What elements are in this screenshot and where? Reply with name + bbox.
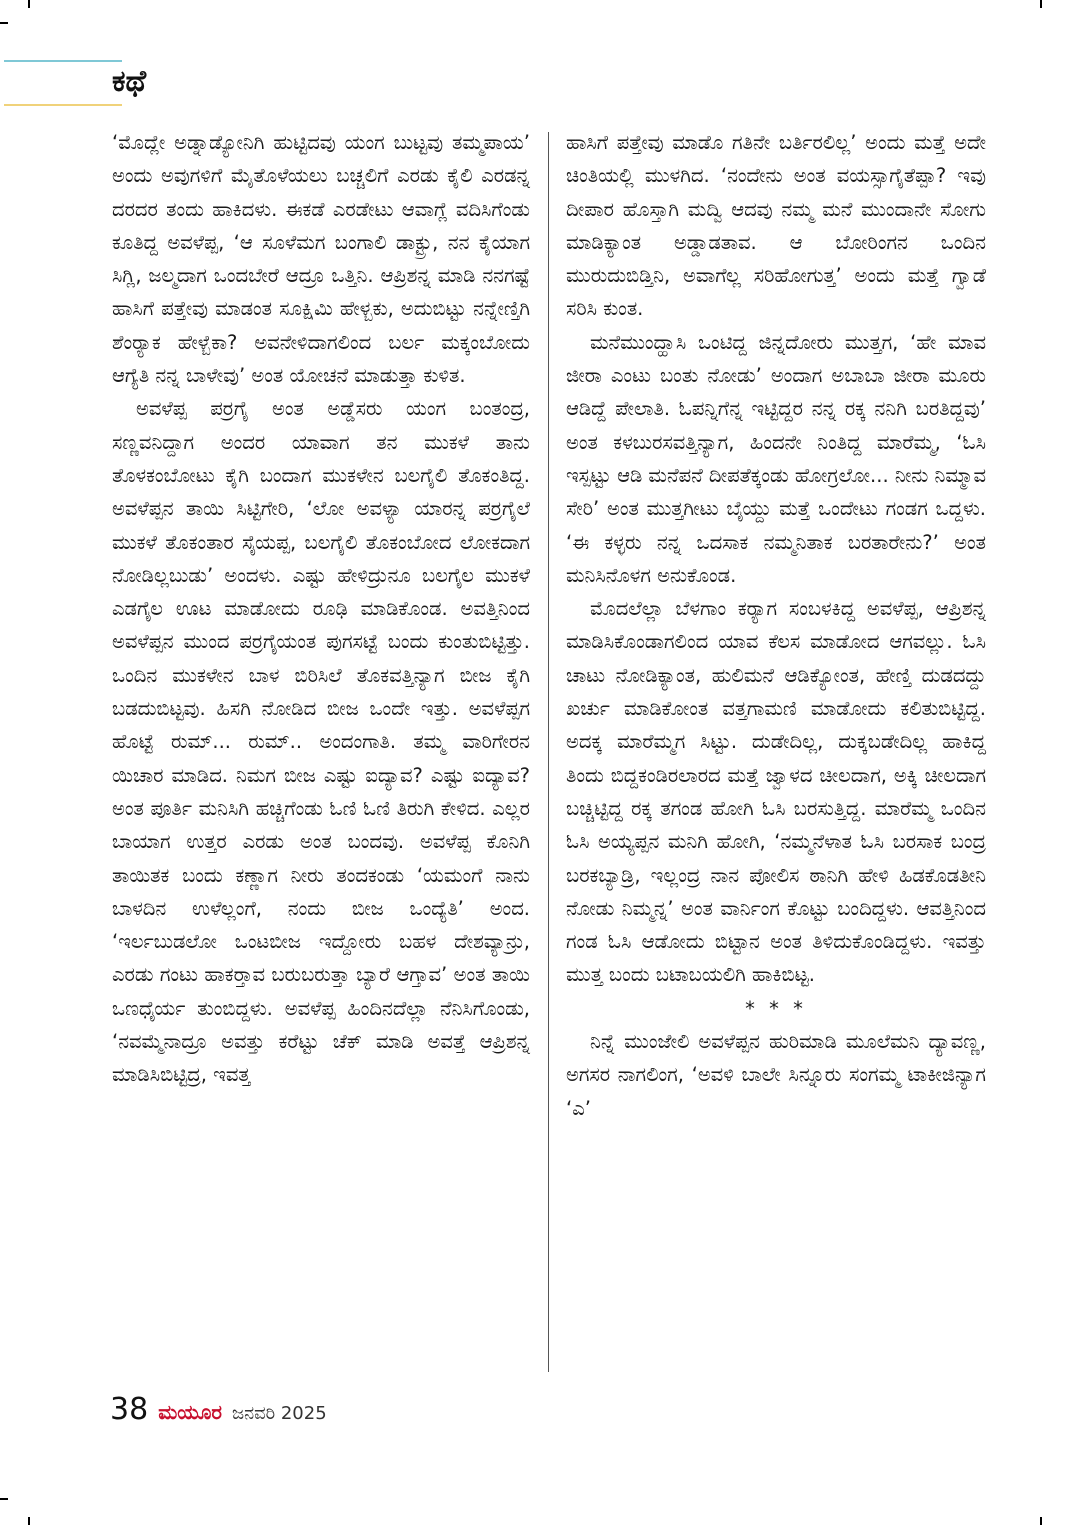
paragraph: ಅವಳೆಪ್ಪ ಪರ್ರಗೈ ಅಂತ ಅಡ್ಡೆಸರು ಯಂಗ ಬಂತಂದ್ರ, ಸಣ್ಣವನಿದ್ದಾಗ ಅಂದರ ಯಾವಾಗ ತನ ಮುಕಳೆ ತಾನು ತೊಳಕಂಬೋಟು ಕೈಗಿ ಬಂದಾಗ ಮುಕಳೇನ ಬಲಗೈಲಿ ತೊಕಂತಿದ್ದ. ಅವಳೆಪ್ಪನ ತಾಯಿ ಸಿಟ್ಟಿಗೇರಿ, ‘ಲೋ ಅವಳ್ಯಾ ಯಾರನ್ನ ಪರ್ರಗೈಲೆ ಮುಕಳೆ ತೊಕಂತಾರ ಸೈಯಪ್ಪ, ಬಲಗೈಲಿ ತೊಕಂಬೋದ ಲೋಕದಾಗ ನೋಡಿಲ್ಲಬುಡು’ ಅಂದಳು. ಎಷ್ಟು ಹೇಳಿದ್ರುನೂ ಬಲಗೈಲ ಮುಕಳೆ ಎಡಗೈಲ ಊಟ ಮಾಡೋದು ರೂಢಿ ಮಾಡಿಕೊಂಡ. ಅವತ್ತಿನಿಂದ ಅವಳೆಪ್ಪನ ಮುಂದ ಪರ್ರಗೈಯಂತ ಪುಗಸಟ್ಟೆ ಬಂದು ಕುಂತುಬಿಟ್ಟಿತ್ತು. ಒಂದಿನ ಮುಕಳೇನ ಬಾಳ ಬಿರಿಸಿಲೆ ತೊಕವತ್ತಿನ್ಯಾಗ ಬೀಜ ಕೈಗಿ ಬಡದುಬಿಟ್ಟವು. ಹಿಸಗಿ ನೋಡಿದ ಬೀಜ ಒಂದೇ ಇತ್ತು. ಅವಳೆಪ್ಪಗ ಹೊಟ್ಟೆ ರುಮ್... ರುಮ್.. ಅಂದಂಗಾತಿ. ತಮ್ಮ ವಾರಿಗೇರನ ಯಿಚಾರ ಮಾಡಿದ. ನಿಮಗ ಬೀಜ ಎಷ್ಟು ಐದ್ಯಾವ? ಎಷ್ಟು ಐದ್ಯಾವ? ಅಂತ ಪೂರ್ತಿ ಮನಿಸಿಗಿ ಹಚ್ಚಿಗೆಂಡು ಓಣಿ ಓಣಿ ತಿರುಗಿ ಕೇಳಿದ. ಎಲ್ಲರ ಬಾಯಾಗ ಉತ್ತರ ಎರಡು ಅಂತ ಬಂದವು. ಅವಳೆಪ್ಪ ಕೊನಿಗಿ ತಾಯಿತಕ ಬಂದು ಕಣ್ಣಾಗ ನೀರು ತಂದಕಂಡು ‘ಯಮಂಗೆ ನಾನು ಬಾಳದಿನ ಉಳೆಲ್ಲಂಗೆ, ನಂದು ಬೀಜ ಒಂದ್ಯೆತಿ’ ಅಂದ. ‘ಇರ್ಲಬುಡಲೋ ಒಂಟಬೀಜ ಇದ್ದೋರು ಬಹಳ ದೇಶವ್ಯಾನ್ರು, ಎರಡು ಗಂಟು ಹಾಕರ್‍ತಾವ ಬರುಬರುತ್ತಾ ಬ್ಯಾರೆ ಆಗ್ತಾವ’ ಅಂತ ತಾಯಿ ಒಣಧೈರ್ಯ ತುಂಬಿದ್ದಳು. ಅವಳೆಪ್ಪ ಹಿಂದಿನದೆಲ್ಲಾ ನೆನಿಸಿಗೊಂಡು, ‘ನವಮ್ಮೆನಾದ್ರೂ ಅವತ್ತು ಕರೆಟ್ಟು ಚೆಕ್ ಮಾಡಿ ಅವತ್ತೆ ಆಪ್ರಿಶನ್ನ ಮಾಡಿಸಿಬಿಟ್ಟಿದ್ರ, ಇವತ್ತ: [112, 397, 530, 1087]
crop-mark: [28, 0, 30, 8]
magazine-logo: ಮಯೂರ: [158, 1400, 222, 1424]
column-left: [112, 126, 530, 1092]
page-footer: [110, 1392, 327, 1427]
paragraph: ‘ಮೊದ್ಲೇ ಅಡ್ನಾಡ್ಯೋನಿಗಿ ಹುಟ್ಟಿದವು ಯಂಗ ಬುಟ್ಟವು ತಮ್ಮಪಾಯ’ ಅಂದು ಅವುಗಳಿಗೆ ಮೈತೊಳೆಯಲು ಬಚ್ಚಲಿಗೆ ಎರಡು ಕೈಲಿ ಎರಡನ್ನ ದರದರ ತಂದು ಹಾಕಿದಳು. ಈಕಡೆ ಎರಡೇಟು ಆವಾಗ್ಲೆ ವದಿಸಿಗೆಂಡು ಕೂತಿದ್ದ ಅವಳೆಪ್ಪ, ‘ಆ ಸೂಳೆಮಗ ಬಂಗಾಲಿ ಡಾಕ್ಟ್ರು, ನನ ಕೈಯಾಗ ಸಿಗ್ಲಿ, ಜಲ್ಮದಾಗ ಒಂದಬೇರೆ ಆದ್ರೂ ಒತ್ತಿನಿ. ಆಪ್ರಿಶನ್ನ ಮಾಡಿ ನನಗಷ್ಟೆ ಹಾಸಿಗೆ ಪತ್ತೇವು ಮಾಡಂತ ಸೂಕ್ಷಿಮಿ ಹೇಳ್ಬಕು, ಅದುಬಿಟ್ಟು ನನ್ನೇಣ್ತಿಗಿ ಶೆಂರ್‍ಯಾಕ ಹೇಳ್ಬೆಕಾ? ಅವನೇಳಿದಾಗಲಿಂದ ಬರ್ಲ ಮಕ್ಕಂಬೋದು ಆಗ್ಯೆತಿ ನನ್ನ ಬಾಳೇವು’ ಅಂತ ಯೋಚನೆ ಮಾಡುತ್ತಾ ಕುಳಿತ.: [112, 131, 530, 388]
issue-date: ಜನವರಿ 2025: [231, 1403, 327, 1424]
page-number: 38: [110, 1392, 149, 1427]
paragraph: ನಿನ್ನೆ ಮುಂಜೇಲಿ ಅವಳೆಪ್ಪನ ಹುರಿಮಾಡಿ ಮೂಲೆಮನಿ ದ್ಯಾವಣ್ಣ, ಅಗಸರ ನಾಗಲಿಂಗ, ‘ಅವಳಿ ಬಾಲೇ ಸಿನ್ನೂರು ಸಂಗಮ್ಮ ಟಾಕೀಜಿನ್ಯಾಗ ‘ಎ’: [566, 1030, 986, 1120]
paragraph: ಮನೆಮುಂದ್ಹಾಸಿ ಒಂಟಿದ್ದ ಜಿನ್ನದೋರು ಮುತ್ತಗ, ‘ಹೇ ಮಾವ ಜೀರಾ ಎಂಟು ಬಂತು ನೋಡು’ ಅಂದಾಗ ಅಬಾಬಾ ಜೀರಾ ಮೂರು ಆಡಿದ್ದೆ ಪೇಲಾತಿ. ಓಪನ್ನಿಗೆನ್ನ ಇಟ್ಟಿದ್ದರ ನನ್ನ ರಕ್ಕ ನನಿಗಿ ಬರತಿದ್ದವು’ ಅಂತ ಕಳಬುರಸವತ್ತಿನ್ಯಾಗ, ಹಿಂದನೇ ನಿಂತಿದ್ದ ಮಾರೆಮ್ಮ, ‘ಓಸಿ ಇಸ್ಪಟ್ಟು ಆಡಿ ಮನೆಪನೆ ದೀಪತೆಕ್ಕಂಡು ಹೋಗ್ರಲೋ... ನೀನು ನಿಮ್ಮಾವ ಸೇರಿ’ ಅಂತ ಮುತ್ತಗೀಟು ಬೈಯ್ದು ಮತ್ತೆ ಒಂದೇಟು ಗಂಡಗ ಒದ್ದಳು. ‘ಈ ಕಳ್ಳರು ನನ್ನ ಒದಸಾಕ ನಮ್ಮನಿತಾಕ ಬರತಾರೇನು?’ ಅಂತ ಮನಿಸಿನೊಳಗ ಅನುಕೊಂಡ.: [566, 330, 986, 587]
column-right: [566, 126, 986, 1125]
crop-mark: [0, 22, 8, 24]
column-divider: [548, 132, 549, 1372]
header-rule-bottom: [4, 104, 122, 106]
crop-mark: [0, 1498, 8, 1500]
crop-mark: [28, 1517, 30, 1525]
header-rule-top: [4, 60, 122, 62]
section-title: ಕಥೆ: [112, 64, 147, 99]
section-separator: * * *: [745, 996, 807, 1020]
crop-mark: [1040, 1517, 1042, 1525]
crop-mark: [1040, 0, 1042, 8]
paragraph: ಹಾಸಿಗೆ ಪತ್ತೇವು ಮಾಡೊ ಗತಿನೇ ಬರ್ತಿರಲಿಲ್ಲ’ ಅಂದು ಮತ್ತೆ ಅದೇ ಚಿಂತಿಯಲ್ಲಿ ಮುಳಗಿದ. ‘ನಂದೇನು ಅಂತ ವಯಸ್ಸಾಗೈತೆಪ್ಪಾ? ಇವು ದೀಪಾರ ಹೊಸ್ತಾಗಿ ಮದ್ವಿ ಆದವು ನಮ್ಮ ಮನೆ ಮುಂದಾನೇ ಸೋಗು ಮಾಡಿಕ್ಯಾಂತ ಅಡ್ಡಾಡತಾವ. ಆ ಬೋರಿಂಗನ ಒಂದಿನ ಮುರುದುಬಿಡ್ತಿನಿ, ಅವಾಗೆಲ್ಲ ಸರಿಹೋಗುತ್ತ’ ಅಂದು ಮತ್ತೆ ಗ್ವಾಡೆ ಸರಿಸಿ ಕುಂತ.: [566, 131, 986, 321]
paragraph: ಮೊದಲೆಲ್ಲಾ ಬೆಳಗಾಂ ಕರ್‍ಯಾಗ ಸಂಬಳಕಿದ್ದ ಅವಳೆಪ್ಪ, ಆಪ್ರಿಶನ್ನ ಮಾಡಿಸಿಕೊಂಡಾಗಲಿಂದ ಯಾವ ಕೆಲಸ ಮಾಡೋದ ಆಗವಲ್ಲು. ಓಸಿ ಚಾಟು ನೋಡಿಕ್ಯಾಂತ, ಹುಲಿಮನೆ ಆಡಿಕ್ಯೋಂತ, ಹೇಣ್ತಿ ದುಡದದ್ದು ಖರ್ಚು ಮಾಡಿಕೋಂತ ವತ್ತಗಾಮಣಿ ಮಾಡೋದು ಕಲಿತುಬಿಟ್ಟಿದ್ದ. ಅದಕ್ಕ ಮಾರೆಮ್ಮಗ ಸಿಟ್ಟು. ದುಡೇದಿಲ್ಲ, ದುಕ್ಕಬಡೇದಿಲ್ಲ ಹಾಕಿದ್ದ ತಿಂದು ಬಿದ್ದಕಂಡಿರಲಾರದ ಮತ್ತೆ ಜ್ವಾಳದ ಚೀಲದಾಗ, ಅಕ್ಕಿ ಚೀಲದಾಗ ಬಚ್ಚಿಟ್ಟಿದ್ದ ರಕ್ಕ ತಗಂಡ ಹೋಗಿ ಓಸಿ ಬರಸುತ್ತಿದ್ದ. ಮಾರೆಮ್ಮ ಒಂದಿನ ಓಸಿ ಅಯ್ಯಪ್ಪನ ಮನಿಗಿ ಹೋಗಿ, ‘ನಮ್ಮನೆಳಾತ ಓಸಿ ಬರಸಾಕ ಬಂದ್ರ ಬರಕಬ್ಯಾಡ್ರಿ, ಇಲ್ಲಂದ್ರ ನಾನ ಪೋಲಿಸ ಠಾನಿಗಿ ಹೇಳಿ ಹಿಡಕೊಡತೀನಿ ನೋಡು ನಿಮ್ಮನ್ನ’ ಅಂತ ವಾರ್ನಿಂಗ ಕೊಟ್ಟು ಬಂದಿದ್ದಳು. ಆವತ್ತಿನಿಂದ ಗಂಡ ಓಸಿ ಆಡೋದು ಬಿಟ್ಟಾನ ಅಂತ ತಿಳಿದುಕೊಂಡಿದ್ದಳು. ಇವತ್ತು ಮುತ್ತ ಬಂದು ಬಟಾಬಯಲಿಗಿ ಹಾಕಿಬಿಟ್ಟ.: [566, 597, 986, 987]
